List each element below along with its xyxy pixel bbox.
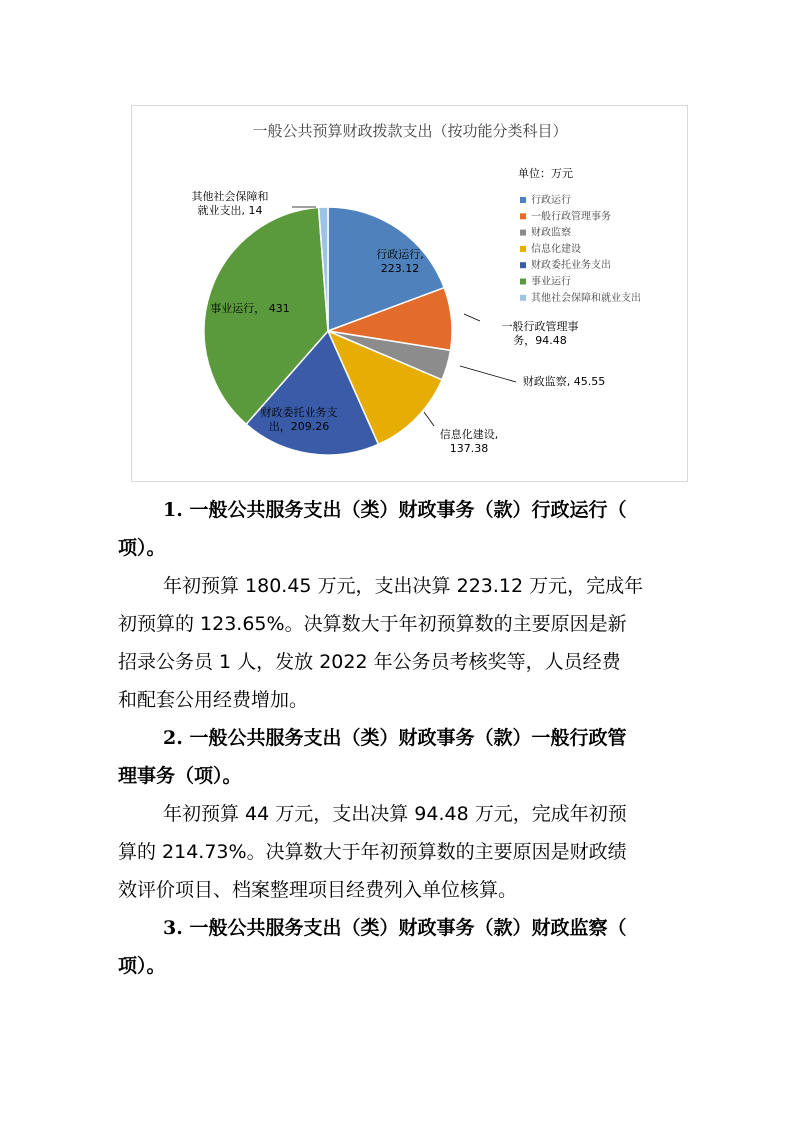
legend-swatch bbox=[520, 295, 526, 301]
leader-line bbox=[460, 366, 516, 382]
legend-swatch bbox=[520, 279, 526, 285]
legend-label: 事业运行 bbox=[531, 276, 571, 288]
slice-data-label: 一般行政管理事务，94.48 bbox=[501, 320, 579, 347]
heading-3-line-2: 项）。 bbox=[118, 955, 166, 977]
slice-data-label: 其他社会保障和就业支出, 14 bbox=[191, 190, 269, 217]
paragraph-2-line-3: 效评价项目、档案整理项目经费列入单位核算。 bbox=[118, 879, 518, 901]
paragraph-1-line-4: 和配套公用经费增加。 bbox=[118, 689, 309, 711]
paragraph-1-line-3: 招录公务员 1 人，发放 2022 年公务员考核奖等，人员经费 bbox=[118, 651, 621, 673]
chart-title: 一般公共预算财政拨款支出（按功能分类科目） bbox=[252, 122, 568, 140]
pie-chart-svg bbox=[132, 106, 689, 483]
legend-label: 行政运行 bbox=[531, 195, 571, 206]
heading-2-line-1: 2. 一般公共服务支出（类）财政事务（款）一般行政管 bbox=[163, 727, 627, 749]
slice-data-label: 事业运行， 431 bbox=[210, 302, 290, 315]
unit-label: 单位：万元 bbox=[518, 167, 573, 180]
legend-label: 财政监察 bbox=[531, 227, 571, 239]
leader-line bbox=[424, 412, 434, 426]
heading-2-line-2: 理事务（项）。 bbox=[118, 765, 242, 787]
legend-label: 信息化建设 bbox=[531, 243, 581, 255]
legend-label: 其他社会保障和就业支出 bbox=[531, 292, 641, 304]
legend-label: 一般行政管理事务 bbox=[531, 211, 611, 223]
legend-swatch bbox=[520, 197, 526, 203]
slice-data-label: 财政委托业务支出，209.26 bbox=[260, 406, 338, 433]
paragraph-1-line-1: 年初预算 180.45 万元，支出决算 223.12 万元，完成年 bbox=[163, 575, 644, 597]
legend-swatch bbox=[520, 262, 526, 268]
pie-chart bbox=[131, 105, 688, 482]
legend-label: 财政委托业务支出 bbox=[531, 260, 611, 272]
leader-line bbox=[464, 314, 480, 321]
heading-1-line-2: 项）。 bbox=[118, 537, 166, 559]
heading-3-line-1: 3. 一般公共服务支出（类）财政事务（款）财政监察（ bbox=[163, 917, 627, 939]
legend-swatch bbox=[520, 230, 526, 236]
paragraph-2-line-2: 算的 214.73%。决算数大于年初预算数的主要原因是财政绩 bbox=[118, 841, 627, 863]
legend-swatch bbox=[520, 246, 526, 252]
paragraph-1-line-2: 初预算的 123.65%。决算数大于年初预算数的主要原因是新 bbox=[118, 613, 627, 635]
heading-1-line-1: 1. 一般公共服务支出（类）财政事务（款）行政运行（ bbox=[163, 499, 627, 521]
legend-swatch bbox=[520, 213, 526, 219]
slice-data-label: 财政监察, 45.55 bbox=[522, 375, 606, 388]
slice-data-label: 行政运行, 223.12 bbox=[376, 248, 424, 275]
slice-data-label: 信息化建设, 137.38 bbox=[439, 428, 499, 455]
paragraph-2-line-1: 年初预算 44 万元，支出决算 94.48 万元，完成年初预 bbox=[163, 803, 627, 825]
